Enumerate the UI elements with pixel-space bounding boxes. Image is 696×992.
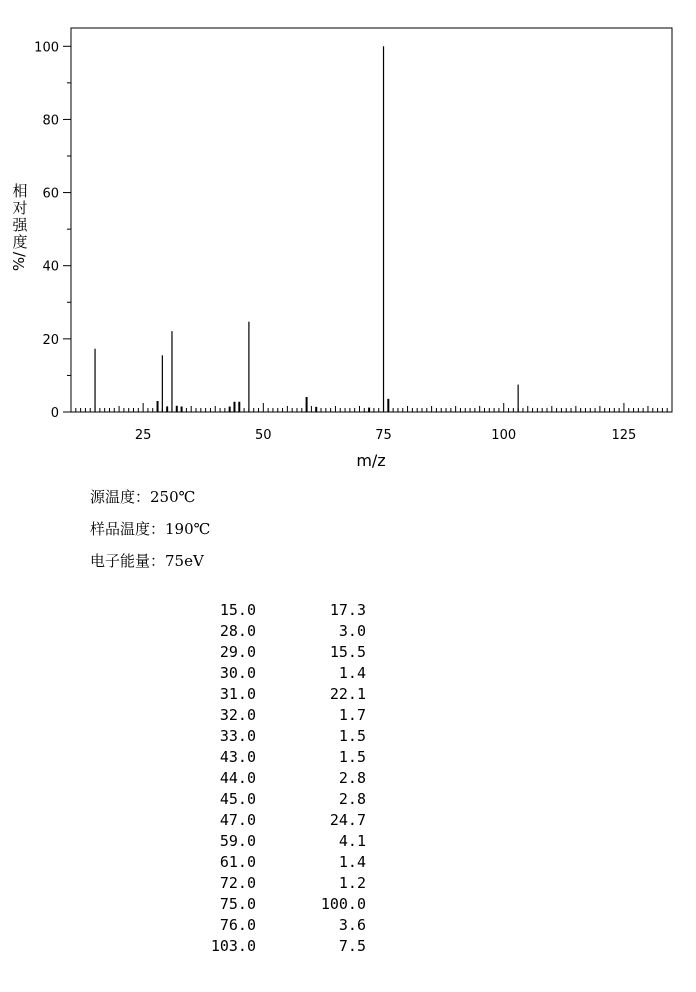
peak-row [196,747,366,768]
mass-spectrum-chart [0,0,696,480]
sample-temperature: 样品温度：190℃ [90,520,211,538]
peak-mz: 15.0 [219,601,256,619]
y-tick-label: 20 [42,332,59,348]
peak-row [196,852,366,873]
y-tick-label: 40 [42,259,59,275]
peak-row [196,726,366,747]
peak-row [196,789,366,810]
peak-mz: 61.0 [219,853,256,871]
peak-intensity: 15.5 [329,643,366,661]
x-tick-label: 50 [255,428,272,443]
peak-intensity: 1.4 [338,853,366,871]
peak-mz: 43.0 [219,748,256,766]
x-axis-title: m/z [356,451,386,470]
peak-mz: 76.0 [219,916,256,934]
peak-row [196,831,366,852]
peak-row [196,642,366,663]
y-axis-title-char: 度 [12,233,28,251]
source-temperature: 源温度：250℃ [90,488,196,506]
peak-intensity: 1.2 [338,874,366,892]
x-tick-label: 125 [611,428,637,443]
y-axis-title-chars [10,183,30,251]
electron-energy: 电子能量：75eV [90,552,204,570]
peak-intensity: 2.8 [338,790,366,808]
peak-mz: 47.0 [219,811,256,829]
peak-intensity: 22.1 [329,685,366,703]
peak-row [196,684,366,705]
peak-mz: 72.0 [219,874,256,892]
y-axis-title-char: 对 [12,199,28,217]
peak-intensity: 2.8 [338,769,366,787]
peak-intensity: 24.7 [329,811,366,829]
peak-intensity: 3.6 [338,916,366,934]
y-tick-label: 100 [34,40,59,56]
peak-mz: 31.0 [219,685,256,703]
peak-row [196,810,366,831]
peak-mz: 30.0 [219,664,256,682]
y-axis-title-unit: %/ [10,251,29,272]
x-tick-label: 100 [491,428,517,443]
peak-intensity: 1.4 [338,664,366,682]
peak-mz: 32.0 [219,706,256,724]
y-tick-label: 0 [50,406,59,421]
peak-mz: 33.0 [219,727,256,745]
y-tick-label: 80 [42,113,59,129]
peak-row [196,894,366,915]
peak-intensity: 4.1 [338,832,366,850]
peak-row [196,621,366,642]
peak-intensity: 3.0 [338,622,366,640]
peak-table [196,600,366,957]
peak-intensity: 1.5 [338,748,366,766]
peak-mz: 44.0 [219,769,256,787]
peak-row [196,768,366,789]
peak-mz: 103.0 [210,937,256,955]
peak-intensity: 1.7 [338,706,366,724]
x-tick-label: 25 [134,428,152,443]
peak-intensity: 100.0 [320,895,366,913]
spectrum-peaks [95,46,518,412]
peak-mz: 29.0 [219,643,256,661]
peak-row [196,915,366,936]
peak-mz: 28.0 [219,622,256,640]
peak-intensity: 1.5 [338,727,366,745]
plot-frame [71,28,672,412]
peak-row [196,663,366,684]
y-axis-title [10,183,30,270]
y-tick-label: 60 [42,186,59,202]
peak-mz: 45.0 [219,790,256,808]
y-axis-title-char: 相 [12,182,28,200]
peak-intensity: 7.5 [338,937,366,955]
x-tick-label: 75 [375,428,392,443]
y-axis-title-char: 强 [12,216,28,234]
peak-row [196,873,366,894]
peak-row [196,705,366,726]
peak-row [196,600,366,621]
y-axis [34,40,71,421]
peak-row [196,936,366,957]
peak-mz: 59.0 [219,832,256,850]
peak-intensity: 17.3 [329,601,366,619]
x-axis [71,403,672,443]
peak-mz: 75.0 [219,895,256,913]
